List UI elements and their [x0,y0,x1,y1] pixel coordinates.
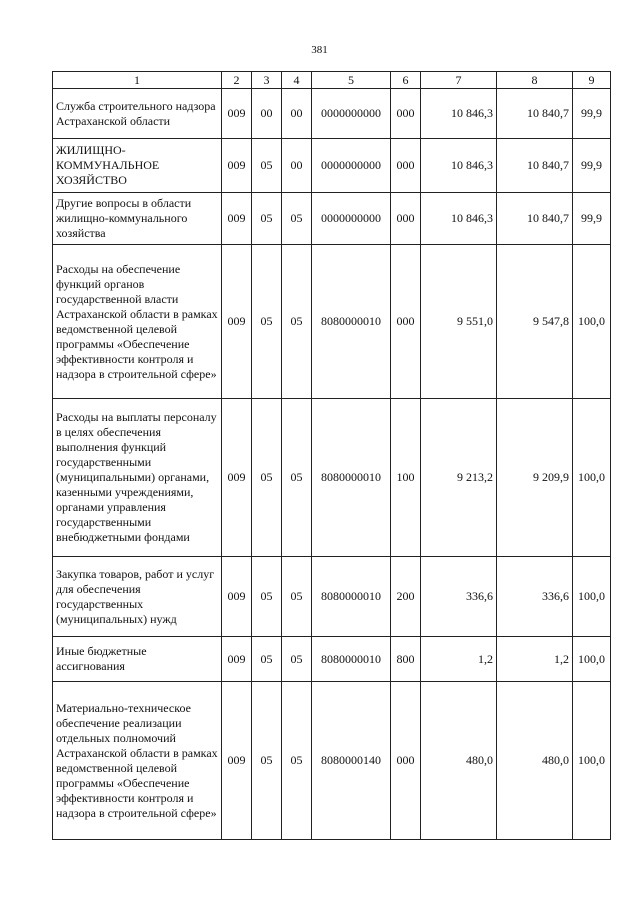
cell-ministry-code: 009 [222,89,252,139]
cell-section: 05 [252,193,282,245]
row-name: Служба строительного надзора Астраханской области [53,89,222,139]
table-row [53,682,611,840]
cell-expense-type: 200 [391,557,421,637]
cell-subsection: 00 [282,139,312,193]
column-header-2: 2 [222,72,252,89]
column-header-6: 6 [391,72,421,89]
cell-planned: 9 213,2 [421,399,497,557]
column-header-7: 7 [421,72,497,89]
cell-target-article: 8080000010 [312,557,391,637]
cell-percent: 100,0 [573,682,611,840]
cell-ministry-code: 009 [222,193,252,245]
cell-percent: 99,9 [573,139,611,193]
cell-percent: 100,0 [573,557,611,637]
cell-expense-type: 000 [391,682,421,840]
table-row [53,399,611,557]
column-header-5: 5 [312,72,391,89]
table-row [53,637,611,682]
row-name: Расходы на обеспечение функций органов государственной власти Астраханской области в рамках ведомственной целевой программы «Обеспечение эффективности контроля и надзора в строительной сфере» [53,245,222,399]
cell-percent: 99,9 [573,89,611,139]
cell-expense-type: 000 [391,245,421,399]
cell-executed: 9 209,9 [497,399,573,557]
cell-section: 05 [252,399,282,557]
cell-ministry-code: 009 [222,637,252,682]
header-row [53,72,611,89]
page-number: 381 [311,44,328,56]
table-row [53,193,611,245]
cell-section: 05 [252,139,282,193]
cell-ministry-code: 009 [222,245,252,399]
cell-target-article: 0000000000 [312,139,391,193]
cell-percent: 100,0 [573,637,611,682]
table-row [53,139,611,193]
cell-section: 05 [252,682,282,840]
cell-planned: 1,2 [421,637,497,682]
cell-section: 00 [252,89,282,139]
cell-executed: 9 547,8 [497,245,573,399]
cell-expense-type: 000 [391,193,421,245]
cell-section: 05 [252,557,282,637]
column-header-8: 8 [497,72,573,89]
row-name: Расходы на выплаты персоналу в целях обеспечения выполнения функций государственными (муниципальными) органами, казенными учреждениями, органами управления государственными внебюджетными фондами [53,399,222,557]
row-name: Другие вопросы в области жилищно-коммунального хозяйства [53,193,222,245]
cell-expense-type: 000 [391,139,421,193]
cell-ministry-code: 009 [222,682,252,840]
cell-subsection: 05 [282,637,312,682]
cell-executed: 10 840,7 [497,139,573,193]
column-header-3: 3 [252,72,282,89]
cell-target-article: 8080000010 [312,637,391,682]
column-header-1: 1 [53,72,222,89]
table-row [53,245,611,399]
cell-subsection: 05 [282,557,312,637]
cell-target-article: 0000000000 [312,193,391,245]
cell-ministry-code: 009 [222,139,252,193]
column-header-9: 9 [573,72,611,89]
cell-target-article: 8080000010 [312,399,391,557]
cell-executed: 10 840,7 [497,193,573,245]
cell-target-article: 8080000140 [312,682,391,840]
cell-percent: 100,0 [573,399,611,557]
cell-percent: 99,9 [573,193,611,245]
cell-executed: 336,6 [497,557,573,637]
cell-target-article: 0000000000 [312,89,391,139]
row-name: ЖИЛИЩНО-КОММУНАЛЬНОЕ ХОЗЯЙСТВО [53,139,222,193]
cell-planned: 480,0 [421,682,497,840]
cell-executed: 1,2 [497,637,573,682]
cell-expense-type: 800 [391,637,421,682]
cell-executed: 10 840,7 [497,89,573,139]
row-name: Материально-техническое обеспечение реализации отдельных полномочий Астраханской области в рамках ведомственной целевой программы «Обеспечение эффективности контроля и надзора в строительной сфере» [53,682,222,840]
cell-planned: 10 846,3 [421,89,497,139]
cell-percent: 100,0 [573,245,611,399]
cell-subsection: 00 [282,89,312,139]
cell-expense-type: 100 [391,399,421,557]
table-row [53,557,611,637]
column-header-4: 4 [282,72,312,89]
table-row [53,89,611,139]
row-name: Иные бюджетные ассигнования [53,637,222,682]
cell-expense-type: 000 [391,89,421,139]
cell-target-article: 8080000010 [312,245,391,399]
cell-section: 05 [252,245,282,399]
cell-planned: 10 846,3 [421,139,497,193]
cell-ministry-code: 009 [222,557,252,637]
budget-table [52,71,611,840]
cell-planned: 9 551,0 [421,245,497,399]
cell-subsection: 05 [282,193,312,245]
cell-ministry-code: 009 [222,399,252,557]
cell-executed: 480,0 [497,682,573,840]
cell-planned: 10 846,3 [421,193,497,245]
cell-subsection: 05 [282,245,312,399]
cell-subsection: 05 [282,399,312,557]
cell-subsection: 05 [282,682,312,840]
cell-section: 05 [252,637,282,682]
row-name: Закупка товаров, работ и услуг для обеспечения государственных (муниципальных) нужд [53,557,222,637]
cell-planned: 336,6 [421,557,497,637]
